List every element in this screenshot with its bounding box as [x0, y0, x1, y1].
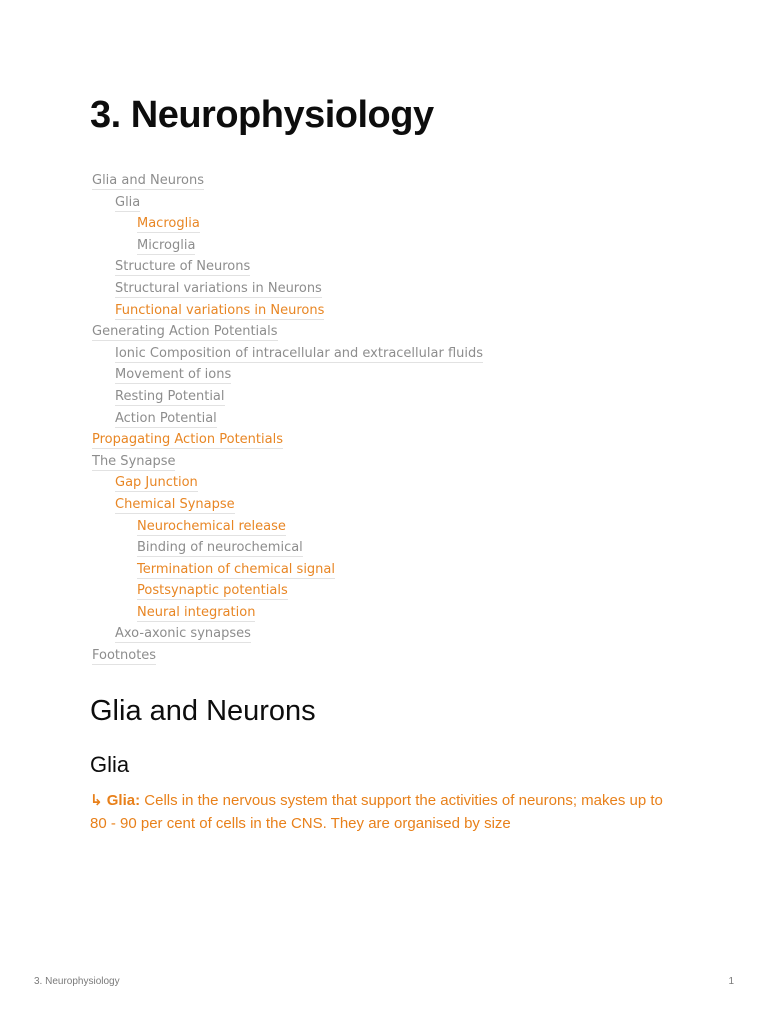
toc-link[interactable]: Glia: [115, 194, 141, 210]
toc-item: [92, 537, 483, 559]
footer-page-number: 1: [728, 976, 734, 987]
toc-link[interactable]: Neurochemical release: [137, 518, 286, 534]
toc-link[interactable]: Structural variations in Neurons: [115, 280, 322, 296]
toc-link[interactable]: Termination of chemical signal: [137, 561, 335, 577]
section-heading-glia-and-neurons: Glia and Neurons: [90, 695, 316, 727]
toc-link[interactable]: Generating Action Potentials: [92, 324, 278, 340]
toc-item: [92, 494, 483, 516]
toc-link[interactable]: Movement of ions: [115, 367, 232, 383]
toc-link[interactable]: Footnotes: [92, 648, 157, 664]
toc-link[interactable]: Gap Junction: [115, 475, 198, 491]
toc-link[interactable]: Chemical Synapse: [115, 496, 235, 512]
sub-heading-glia: Glia: [90, 752, 130, 777]
toc-link[interactable]: Axo-axonic synapses: [115, 626, 251, 642]
toc-item: [92, 472, 483, 494]
toc-link[interactable]: Resting Potential: [115, 388, 225, 404]
toc-item: [92, 278, 483, 300]
toc-item: [92, 213, 483, 235]
toc-link[interactable]: Structure of Neurons: [115, 259, 251, 275]
toc-link[interactable]: Functional variations in Neurons: [115, 302, 325, 318]
toc-item: [92, 559, 483, 581]
definition-text: Cells in the nervous system that support the activities of neurons; makes up to 80 - 90 per cent of cells in the CNS. They are organised by size: [90, 792, 663, 832]
toc-item: [92, 321, 483, 343]
table-of-contents: [92, 170, 483, 667]
toc-item: [92, 408, 483, 430]
toc-item: [92, 645, 483, 667]
toc-item: [92, 580, 483, 602]
toc-item: [92, 451, 483, 473]
toc-link[interactable]: Ionic Composition of intracellular and extracellular fluids: [115, 345, 484, 361]
definition-term: Glia:: [106, 792, 141, 809]
toc-item: [92, 516, 483, 538]
toc-link[interactable]: Glia and Neurons: [92, 173, 204, 188]
toc-item: [92, 386, 483, 408]
toc-link[interactable]: Microglia: [137, 237, 196, 253]
toc-link[interactable]: The Synapse: [92, 453, 176, 469]
toc-item: [92, 256, 483, 278]
toc-item: [92, 192, 483, 214]
toc-item: [92, 300, 483, 322]
toc-link[interactable]: Macroglia: [137, 216, 200, 232]
toc-link[interactable]: Propagating Action Potentials: [92, 432, 283, 448]
toc-item: [92, 235, 483, 257]
toc-item: [92, 170, 483, 192]
toc-link[interactable]: Postsynaptic potentials: [137, 583, 288, 599]
toc-link[interactable]: Action Potential: [115, 410, 217, 426]
toc-item: [92, 429, 483, 451]
toc-item: [92, 602, 483, 624]
toc-link[interactable]: Neural integration: [137, 604, 256, 620]
page-title: 3. Neurophysiology: [90, 94, 434, 136]
return-arrow-icon: ↳: [90, 792, 103, 809]
toc-item: [92, 623, 483, 645]
toc-link[interactable]: Binding of neurochemical: [137, 540, 303, 556]
glia-definition: [90, 789, 680, 835]
toc-item: [92, 364, 483, 386]
footer-document-title: 3. Neurophysiology: [34, 976, 120, 987]
toc-item: [92, 343, 483, 365]
